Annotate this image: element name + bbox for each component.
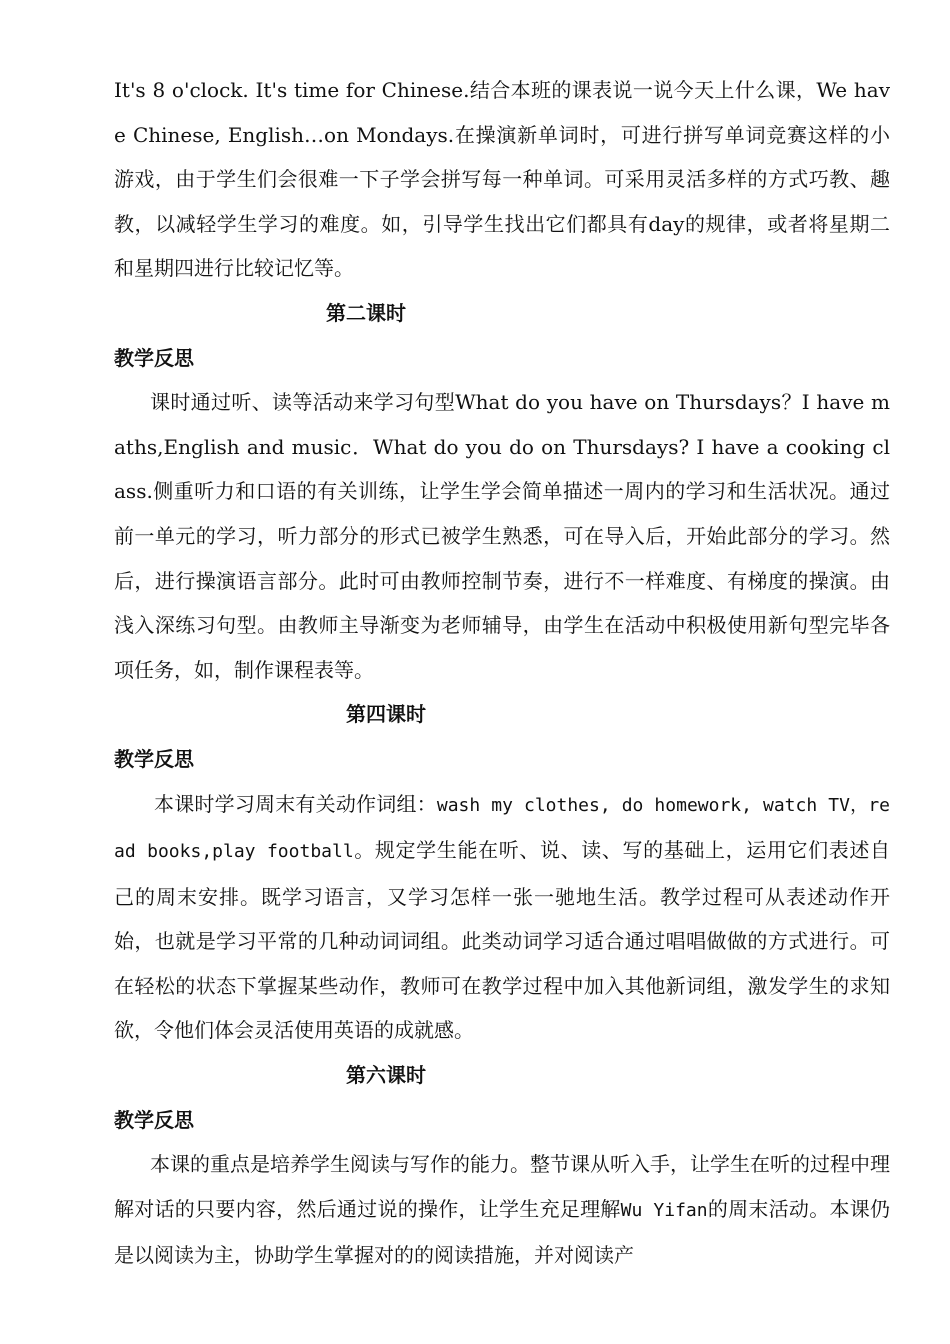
lesson-six-text-b: 的周末活动。本课仍是以阅读为主，协助学生掌握对的的阅读措施，并对阅读产 (114, 1196, 890, 1268)
lesson-four-subtitle: 教学反思 (114, 746, 194, 771)
paragraph-lesson-one-end: It's 8 o'clock. It's time for Chinese.结合本班的课表说一说今天上什么课，We have Chinese, English…on Mondays.在操演新单词时，可进行拼写单词竞赛这样的小游戏，由于学生们会很难一下子学会拼写每一种单词。可采用灵活多样的方式巧教、趣教，以减轻学生学习的难度。如，引导学生找出它们都具有day的规律，或者将星期二和星期四进行比较记忆等。 (114, 78, 890, 281)
lesson-four-phrases: wash my clothes, do homework, watch TV，read books,play football (114, 794, 890, 863)
lesson-two-title: 第二课时 (326, 300, 406, 325)
document-page (114, 68, 890, 1278)
lesson-six-title: 第六课时 (346, 1063, 426, 1088)
lesson-six-name: Wu Yifan (620, 1199, 708, 1221)
lesson-four-paragraph (114, 782, 890, 1054)
lesson-two-paragraph: 课时通过听、读等活动来学习句型What do you have on Thursdays？I have maths,English and music．What do you do on Thursdays? I have a cooking class.侧重听力和口语的有关训练，让学生学会简单描述一周内的学习和生活状况。通过前一单元的学习，听力部分的形式已被学生熟悉，可在导入后，开始此部分的学习。然后，进行操演语言部分。此时可由教师控制节奏，进行不一样难度、有梯度的操演。由浅入深练习句型。由教师主导渐变为老师辅导，由学生在活动中积极使用新句型完毕各项任务，如，制作课程表等。 (114, 390, 890, 682)
lesson-six-paragraph (114, 1142, 890, 1278)
lesson-six-subtitle: 教学反思 (114, 1107, 194, 1132)
lesson-six-text-a: 本课的重点是培养学生阅读与写作的能力。整节课从听入手，让学生在听的过程中理解对话的只要内容，然后通过说的操作，让学生充足理解 (114, 1152, 890, 1221)
lesson-four-text-a: 本课时学习周末有关动作词组： (154, 791, 437, 816)
lesson-four-text-b: 。规定学生能在听、说、读、写的基础上，运用它们表述自己的周末安排。既学习语言，又学习怎样一张一驰地生活。教学过程可从表述动作开始，也就是学习平常的几种动词词组。此类动词学习适合通过唱唱做做的方式进行。可在轻松的状态下掌握某些动作，教师可在教学过程中加入其他新词组，激发学生的求知欲，令他们体会灵活使用英语的成就感。 (114, 838, 890, 1043)
lesson-two-subtitle: 教学反思 (114, 345, 194, 370)
lesson-four-title: 第四课时 (346, 702, 426, 727)
